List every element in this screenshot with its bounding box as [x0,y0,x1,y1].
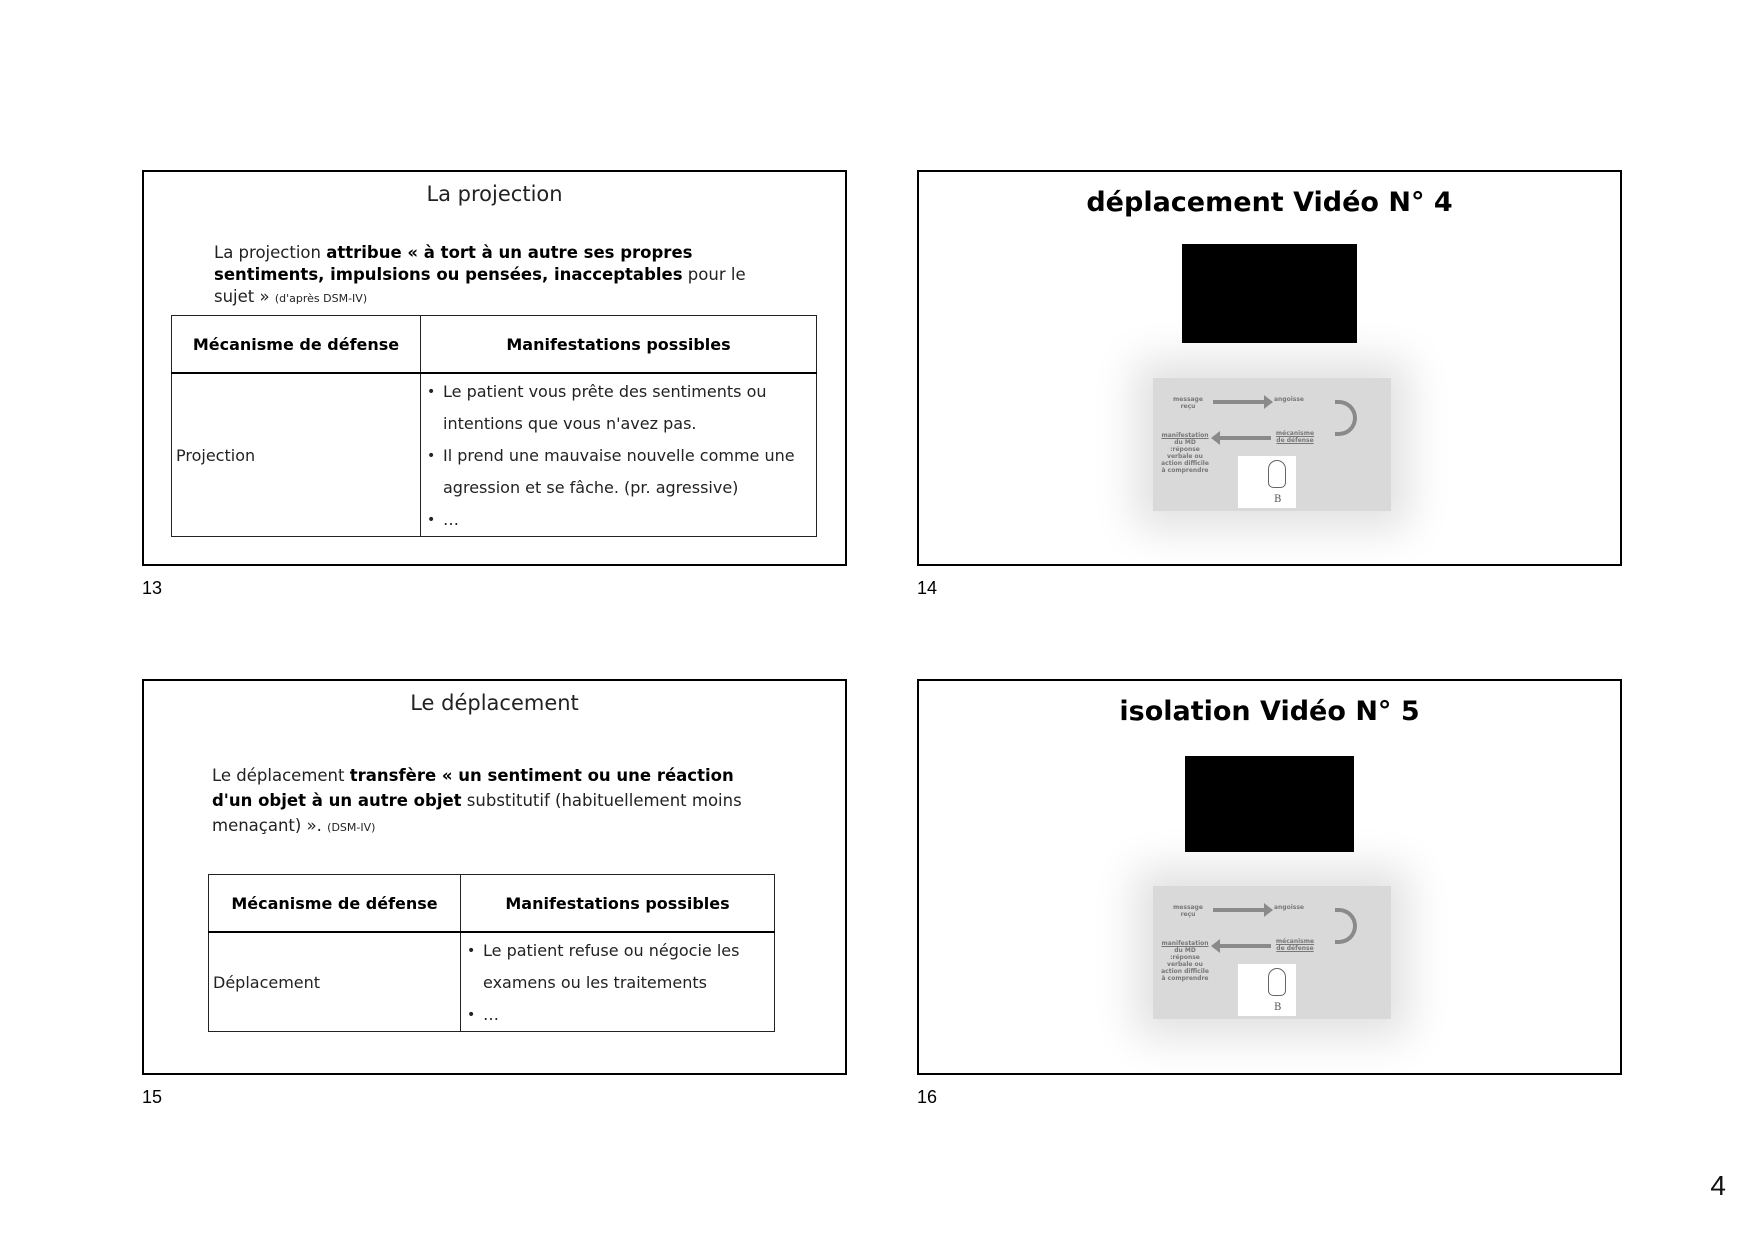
manifestations-cell [421,373,817,537]
header-manifestations: Manifestations possibles [421,316,817,374]
mechanism-cell: Déplacement [209,932,461,1032]
patient-sketch-image [1238,456,1296,508]
slide-number: 13 [142,578,163,598]
list-item: • … [423,504,810,536]
defense-diagram [1153,378,1391,511]
list-item: • Le patient vous prête des sentiments ou intentions que vous n'avez pas. [423,376,810,440]
arrow-right-icon [1213,908,1265,912]
diagram-label-angoisse: angoisse [1273,904,1304,911]
slide-title: Le déplacement [410,691,579,715]
diagram-label-angoisse: angoisse [1273,396,1304,403]
manifestations-cell [461,932,775,1032]
video-player[interactable] [1185,756,1354,852]
page-number: 4 [1710,1170,1726,1201]
diagram-label-message: message reçu [1173,904,1203,918]
arrow-left-icon [1219,436,1271,440]
defense-diagram [1153,886,1391,1019]
list-item: • … [463,999,768,1031]
slide-number: 14 [917,578,938,598]
diagram-label-manifestation: manifestation du MD :réponse verbale ou action difficile à comprendre [1161,432,1209,474]
video-player[interactable] [1182,244,1357,343]
letter-b: B [1274,1002,1282,1013]
slide-15 [142,679,847,1075]
diagram-label-mecanisme: mécanisme de défense [1275,938,1315,952]
diagram-label-message: message reçu [1173,396,1203,410]
slide-14 [917,170,1622,566]
slide-title: isolation Vidéo N° 5 [1119,696,1420,727]
defense-table [208,874,775,1032]
slide-13 [142,170,847,566]
header-mechanism: Mécanisme de défense [172,316,421,374]
header-mechanism: Mécanisme de défense [209,875,461,933]
mechanism-cell: Projection [172,373,421,537]
definition-text: La projection attribue « à tort à un autre ses propres sentiments, impulsions ou pensées, inacceptables pour le sujet » (d'après DSM-IV) [214,243,746,306]
curved-arrow-icon [1335,908,1357,944]
list-item: • Il prend une mauvaise nouvelle comme une agression et se fâche. (pr. agressive) [423,440,810,504]
head-sketch-icon [1268,460,1286,488]
definition-text: Le déplacement transfère « un sentiment ou une réaction d'un objet à un autre objet substitutif (habituellement moins menaçant) ». (DSM-IV) [212,766,742,835]
arrow-right-icon [1213,400,1265,404]
slide-title: La projection [426,182,563,206]
diagram-label-manifestation: manifestation du MD :réponse verbale ou action difficile à comprendre [1161,940,1209,982]
slide-number: 16 [917,1087,938,1107]
curved-arrow-icon [1335,400,1357,436]
letter-b: B [1274,494,1282,505]
diagram-label-mecanisme: mécanisme de défense [1275,430,1315,444]
slide-16 [917,679,1622,1075]
slide-title: déplacement Vidéo N° 4 [1086,187,1453,218]
patient-sketch-image [1238,964,1296,1016]
list-item: • Le patient refuse ou négocie les examens ou les traitements [463,935,768,999]
defense-table [171,315,817,537]
head-sketch-icon [1268,968,1286,996]
header-manifestations: Manifestations possibles [461,875,775,933]
arrow-left-icon [1219,944,1271,948]
slide-number: 15 [142,1087,163,1107]
